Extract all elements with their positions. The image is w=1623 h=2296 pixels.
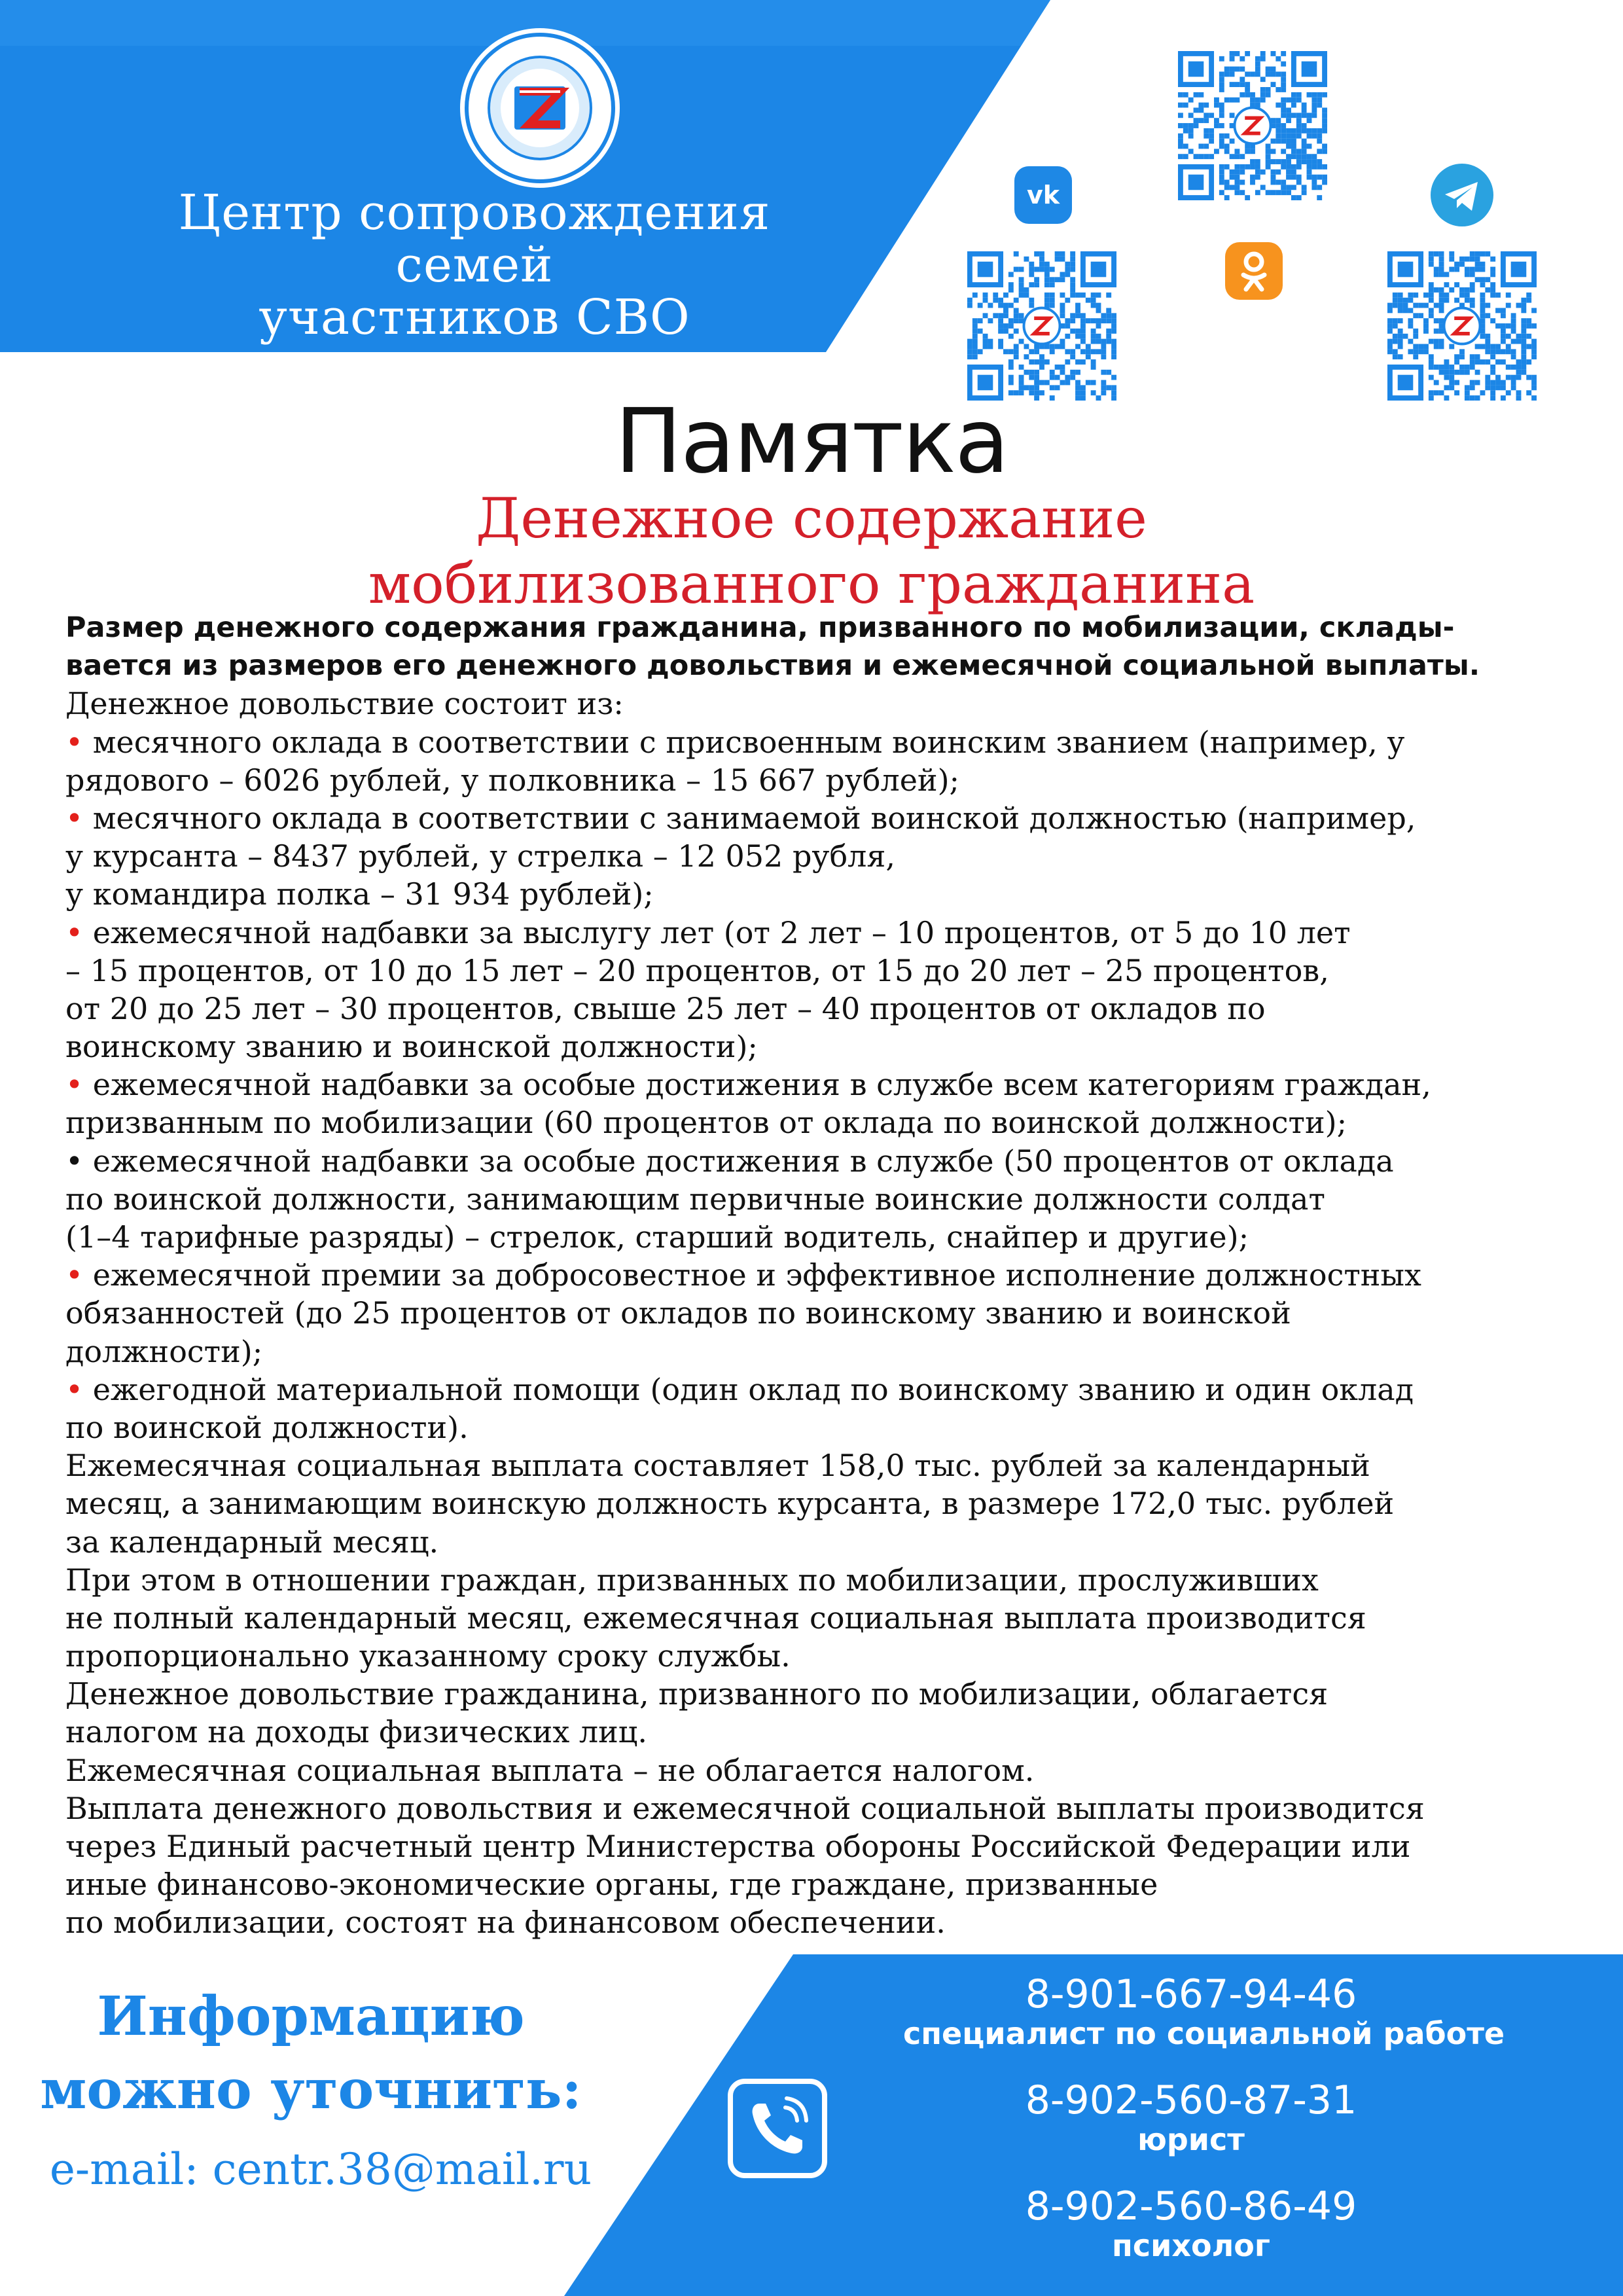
paragraph-line <box>65 1675 1571 1713</box>
paragraph-text: ежегодной материальной помощи (один оклад по воинскому званию и один оклад <box>92 1371 1414 1407</box>
paragraph-text: иные финансово-экономические органы, где граждане, призванные <box>65 1867 1158 1903</box>
paragraph-text: ежемесячной надбавки за выслугу лет (от 2 лет – 10 процентов, от 5 до 10 лет <box>92 914 1351 950</box>
paragraph-line <box>65 723 1571 761</box>
paragraph-line <box>65 1294 1571 1332</box>
paragraph-text: у курсанта – 8437 рублей, у стрелка – 12 052 рубля, <box>65 838 896 874</box>
telegram-icon[interactable] <box>1431 164 1493 226</box>
bullet-dot-icon: • <box>65 914 93 950</box>
org-name-line-1: Центр сопровождения <box>178 185 771 241</box>
paragraph-line <box>65 952 1571 990</box>
paragraph-line <box>65 1408 1571 1446</box>
contact-phone[interactable]: 8-902-560-87-31 <box>1025 2077 1357 2123</box>
paragraph-text: Денежное довольствие состоит из: <box>65 686 624 722</box>
bullet-dot-icon: • <box>65 1371 93 1407</box>
body-text <box>65 609 1571 1942</box>
paragraph-line <box>65 1446 1571 1484</box>
paragraph-line <box>65 1256 1571 1294</box>
bullet-dot-icon: • <box>65 1067 93 1103</box>
paragraph-line <box>65 1903 1571 1941</box>
intro-line: Размер денежного содержания гражданина, призванного по мобилизации, склады- <box>65 611 1455 644</box>
paragraph-line <box>65 1028 1571 1066</box>
contact-phone[interactable]: 8-901-667-94-46 <box>1025 1971 1357 2017</box>
org-name-line-3: участников СВО <box>259 289 690 346</box>
paragraph-line <box>65 1371 1571 1408</box>
subtitle-line-2: мобилизованного гражданина <box>368 552 1255 616</box>
odnoklassniki-icon[interactable] <box>1225 242 1283 300</box>
bullet-dot-icon: • <box>65 800 93 836</box>
paragraph-text: пропорционально указанному сроку службы. <box>65 1638 791 1674</box>
paragraph-text: Ежемесячная социальная выплата – не облагается налогом. <box>65 1752 1035 1788</box>
org-name <box>131 187 818 344</box>
paragraph-text: ежемесячной надбавки за особые достижения в службе всем категориям граждан, <box>92 1067 1431 1103</box>
paragraph-text: Ежемесячная социальная выплата составляет 158,0 тыс. рублей за календарный <box>65 1448 1370 1484</box>
contact-role: юрист <box>1137 2122 1245 2157</box>
paragraph-text: от 20 до 25 лет – 30 процентов, свыше 25 лет – 40 процентов от окладов по <box>65 990 1266 1026</box>
phone-icon <box>728 2079 827 2178</box>
contact-role: специалист по социальной работе <box>903 2016 1505 2051</box>
paragraph-line <box>65 1827 1571 1865</box>
paragraph-line <box>65 1523 1571 1561</box>
paragraph-line <box>65 685 1571 723</box>
paragraph-line <box>65 1561 1571 1599</box>
paragraph-text: ежемесячной премии за добросовестное и эффективное исполнение должностных <box>92 1257 1421 1293</box>
paragraph-line <box>65 1789 1571 1827</box>
paragraph-text: воинскому званию и воинской должности); <box>65 1029 758 1065</box>
paragraph-line <box>65 914 1571 952</box>
paragraph-line <box>65 875 1571 913</box>
paragraph-line <box>65 1103 1571 1141</box>
paragraph-text: по мобилизации, состоят на финансовом обеспечении. <box>65 1905 946 1941</box>
paragraph-line <box>65 1865 1571 1903</box>
paragraph-text: месячного оклада в соответствии с присвоенным воинским званием (например, у <box>92 724 1405 760</box>
info-heading <box>0 1980 622 2126</box>
qr-code-icon[interactable] <box>1178 51 1327 200</box>
paragraph-line <box>65 1333 1571 1371</box>
bullet-dot-icon: • <box>65 1257 93 1293</box>
page-title: Памятка <box>615 390 1008 493</box>
contact-phone[interactable]: 8-902-560-86-49 <box>1025 2183 1357 2229</box>
info-heading-line-1: Информацию <box>97 1985 525 2048</box>
paragraph-text: ежемесячной надбавки за особые достижения в службе (50 процентов от оклада <box>92 1143 1394 1179</box>
info-heading-line-2: можно уточнить: <box>40 2058 582 2121</box>
paragraph-text: у командира полка – 31 934 рублей); <box>65 876 654 912</box>
intro-line: вается из размеров его денежного довольствия и ежемесячной социальной выплаты. <box>65 649 1480 683</box>
org-name-line-2: семей <box>395 237 554 293</box>
paragraph-text: – 15 процентов, от 10 до 15 лет – 20 процентов, от 15 до 20 лет – 25 процентов, <box>65 952 1329 988</box>
paragraph-text: за календарный месяц. <box>65 1524 439 1560</box>
paragraph-text: налогом на доходы физических лиц. <box>65 1714 647 1750</box>
paragraph-line <box>65 761 1571 799</box>
paragraph-text: через Единый расчетный центр Министерства обороны Российской Федерации или <box>65 1829 1411 1864</box>
paragraph-text: рядового – 6026 рублей, у полковника – 15 667 рублей); <box>65 762 960 798</box>
paragraph-text: (1–4 тарифные разряды) – стрелок, старший водитель, снайпер и другие); <box>65 1219 1249 1255</box>
vk-icon[interactable] <box>1014 166 1072 224</box>
bullet-dot-icon: • <box>65 724 93 760</box>
page-subtitle <box>0 486 1623 617</box>
paragraph-text: обязанностей (до 25 процентов от окладов по воинскому званию и воинской <box>65 1295 1291 1331</box>
contact-lawyer <box>903 2079 1479 2157</box>
svg-text:vk: vk <box>1026 181 1060 209</box>
paragraph-line <box>65 799 1571 837</box>
contact-social-worker <box>903 1971 1505 2051</box>
paragraph-line <box>65 990 1571 1028</box>
paragraph-line <box>65 1599 1571 1637</box>
paragraph-text: должности); <box>65 1333 263 1369</box>
paragraph-line <box>65 1484 1571 1522</box>
paragraph-line <box>65 1142 1571 1180</box>
paragraph-text: по воинской должности, занимающим первичные воинские должности солдат <box>65 1181 1325 1217</box>
paragraph-line <box>65 1066 1571 1103</box>
paragraph-text: месячного оклада в соответствии с занимаемой воинской должностью (например, <box>92 800 1416 836</box>
contact-role: психолог <box>1112 2228 1270 2263</box>
bullet-dot-icon: • <box>65 1143 93 1179</box>
contact-psychologist <box>903 2185 1479 2263</box>
paragraph-line <box>65 1637 1571 1675</box>
paragraph-text: призванным по мобилизации (60 процентов от оклада по воинской должности); <box>65 1105 1347 1141</box>
paragraph-text: Выплата денежного довольствия и ежемесячной социальной выплаты производится <box>65 1790 1425 1826</box>
email-link[interactable]: e-mail: centr.38@mail.ru <box>49 2144 592 2195</box>
paragraph-text: Денежное довольствие гражданина, призванного по мобилизации, облагается <box>65 1676 1329 1712</box>
center-emblem-icon <box>458 26 622 190</box>
paragraph-line <box>65 1751 1571 1789</box>
subtitle-line-1: Денежное содержание <box>476 486 1147 550</box>
paragraph-text: месяц, а занимающим воинскую должность курсанта, в размере 172,0 тыс. рублей <box>65 1486 1395 1522</box>
paragraph-line <box>65 1218 1571 1256</box>
paragraph-text: по воинской должности). <box>65 1409 469 1445</box>
paragraph-list <box>65 685 1571 1941</box>
qr-code-icon[interactable] <box>1387 251 1537 401</box>
paragraph-text: не полный календарный месяц, ежемесячная социальная выплата производится <box>65 1600 1366 1636</box>
paragraph-line <box>65 1180 1571 1218</box>
paragraph-line <box>65 1713 1571 1751</box>
qr-code-icon[interactable] <box>967 251 1116 401</box>
paragraph-text: При этом в отношении граждан, призванных по мобилизации, прослуживших <box>65 1562 1319 1598</box>
paragraph-line <box>65 837 1571 875</box>
